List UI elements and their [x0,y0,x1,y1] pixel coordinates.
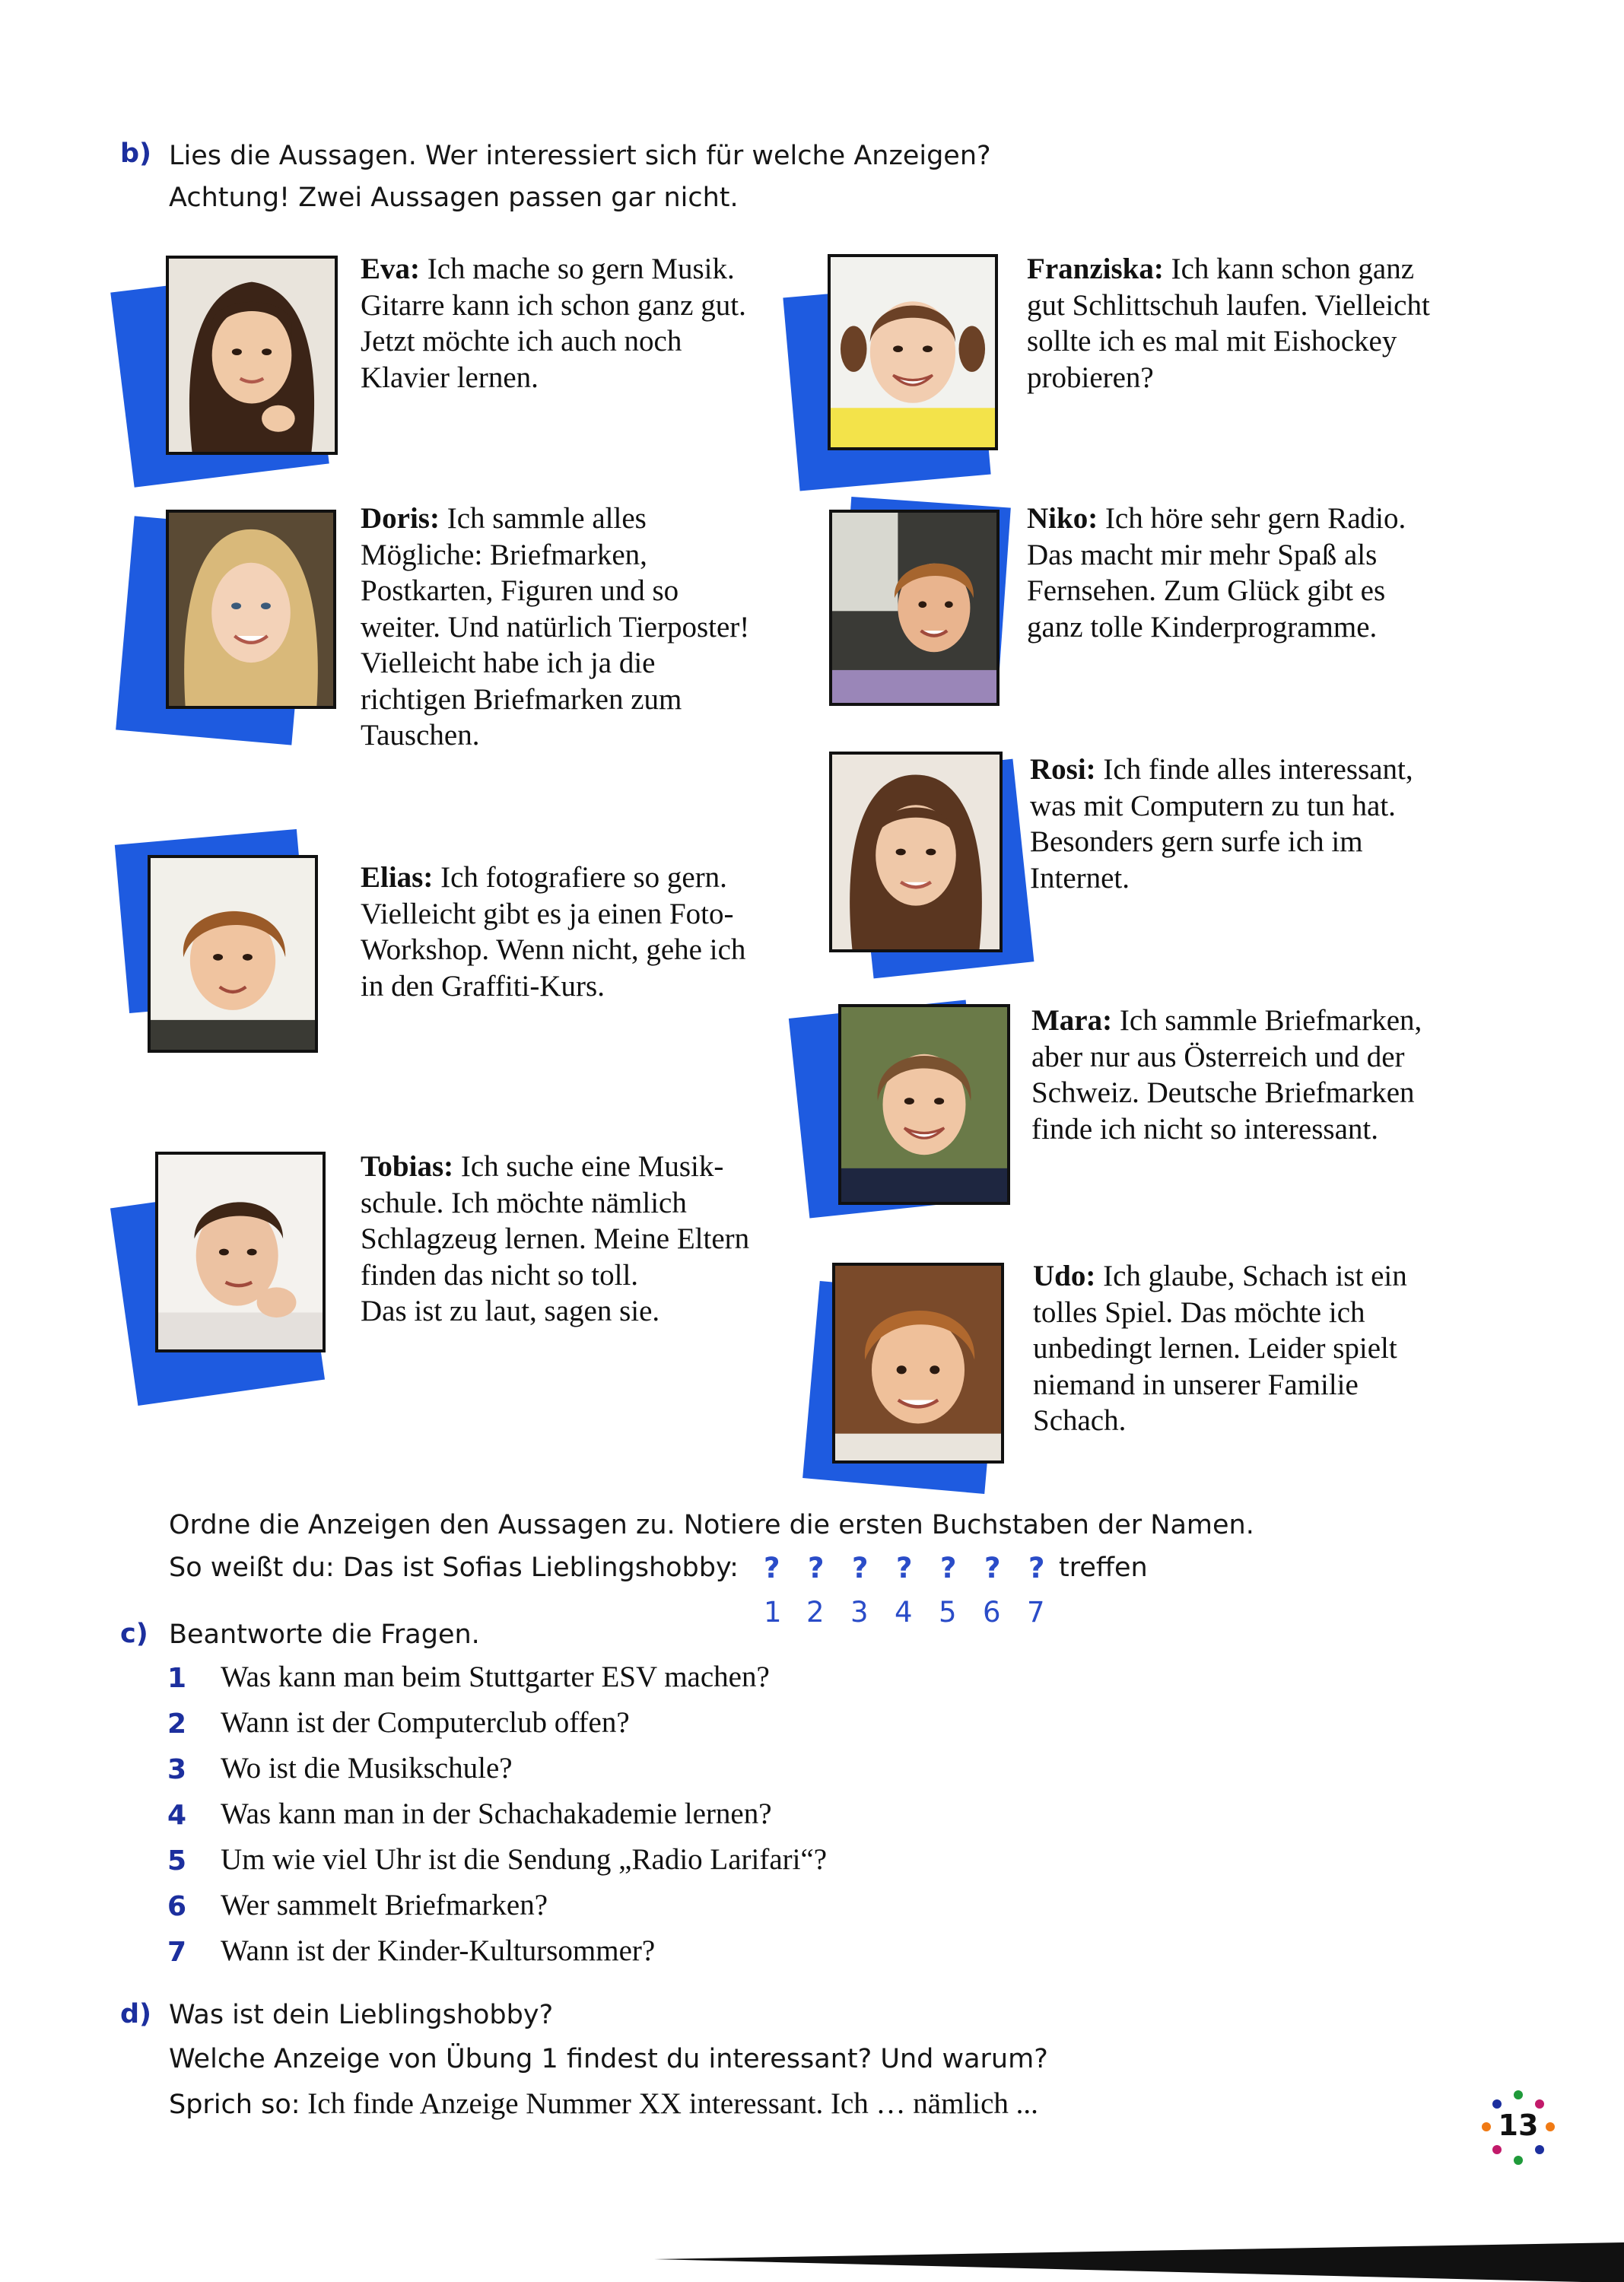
speaker-name: Mara: [1031,1004,1113,1037]
photo-rosi [829,752,1003,952]
answer-mark-1: ? [764,1552,780,1584]
speaker-name: Niko: [1027,502,1098,535]
photo-udo [832,1263,1004,1464]
answer-mark-5: ? [940,1552,957,1584]
speaker-name: Tobias: [361,1150,454,1183]
question-text: Wo ist die Musikschule? [221,1752,513,1785]
statement-udo [1033,1258,1407,1439]
statement-franziska [1027,251,1430,396]
speaker-name: Rosi: [1030,753,1096,786]
statement-line: Ich fotografiere so gern. [440,861,727,894]
statement-line: Ich mache so gern Musik. [427,253,735,285]
statement-mara [1031,1003,1422,1147]
statement-line: in den Graffiti-Kurs. [361,969,605,1003]
answer-number-4: 4 [895,1596,913,1629]
section-d-letter: d) [120,1999,152,2029]
question-text: Wer sammelt Briefmarken? [221,1889,548,1921]
statement-line: Workshop. Wenn nicht, gehe ich [361,933,746,966]
answer-mark-2: ? [808,1552,825,1584]
puzzle-instruction: Ordne die Anzeigen den Aussagen zu. Notiere die ersten Buchstaben der Namen. [169,1510,1254,1540]
statement-line: was mit Computern zu tun hat. [1030,789,1396,822]
statement-line: gut Schlittschuh laufen. Vielleicht [1027,288,1430,322]
section-c-title: Beantworte die Fragen. [169,1619,480,1650]
photo-elias [148,855,318,1053]
answer-mark-6: ? [984,1552,1001,1584]
question-number: 7 [167,1937,187,1968]
statement-line: Jetzt möchte ich auch noch [361,325,682,358]
speaker-name: Franziska: [1027,253,1164,285]
statement-line: Ich kann schon ganz [1171,253,1415,285]
statement-line: Schlagzeug lernen. Meine Eltern [361,1222,750,1255]
question-number: 5 [167,1845,187,1877]
statement-line: Mögliche: Briefmarken, [361,538,647,571]
statement-rosi [1030,752,1413,896]
statement-line: finden das nicht so toll. [361,1258,639,1292]
question-number: 4 [167,1800,187,1831]
statement-line: tolles Spiel. Das möchte ich [1033,1295,1365,1329]
statement-doris [361,501,749,754]
statement-line: Ich sammle alles [447,502,647,535]
statement-line: Postkarten, Figuren und so [361,574,679,607]
statement-line: sollte ich es mal mit Eishockey [1027,325,1397,358]
question-text: Was kann man beim Stuttgarter ESV machen? [221,1661,770,1693]
answer-number-7: 7 [1027,1596,1045,1629]
statement-line: Vielleicht gibt es ja einen Foto- [361,897,734,930]
statement-line: Ich glaube, Schach ist ein [1103,1260,1407,1292]
photo-mara [838,1004,1010,1205]
answer-number-5: 5 [939,1596,957,1629]
question-text: Was kann man in der Schachakademie lernen? [221,1797,772,1830]
photo-franziska [828,254,998,450]
answer-mark-3: ? [852,1552,869,1584]
photo-tobias [155,1152,326,1352]
speaker-name: Eva: [361,253,420,285]
page-number: 13 [1498,2109,1539,2142]
statement-line: Gitarre kann ich schon ganz gut. [361,288,746,322]
section-b-line1: Lies die Aussagen. Wer interessiert sich für welche Anzeigen? [169,141,991,171]
speaker-name: Doris: [361,502,440,535]
statement-line: Ich höre sehr gern Radio. [1098,502,1406,535]
statement-niko [1027,501,1406,645]
statement-line: Besonders gern surfe ich im [1030,825,1363,858]
statement-line: Vielleicht habe ich ja die [361,647,656,679]
question-number: 1 [167,1663,187,1694]
speaker-name: Elias: [361,861,434,894]
statement-eva [361,251,746,396]
section-d-line2: Welche Anzeige von Übung 1 findest du interessant? Und warum? [169,2044,1048,2074]
scan-edge-shadow [0,2236,1624,2282]
question-text: Wann ist der Computerclub offen? [221,1706,630,1739]
statement-line: Schach. [1033,1404,1127,1437]
question-text: Wann ist der Kinder-Kultursommer? [221,1934,656,1967]
statement-line: weiter. Und natürlich Tierposter! [361,610,750,644]
statement-line: Tauschen. [361,719,480,752]
statement-line: finde ich nicht so interessant. [1031,1112,1378,1146]
statement-line: unbedingt lernen. Leider spielt [1033,1332,1397,1365]
answer-mark-7: ? [1028,1552,1045,1584]
statement-line: Fernsehen. Zum Glück gibt es [1027,574,1386,607]
puzzle-suffix: treffen [1059,1553,1148,1583]
statement-elias [361,860,745,1004]
answer-number-2: 2 [806,1596,825,1629]
answer-number-3: 3 [850,1596,869,1629]
answer-mark-4: ? [896,1552,913,1584]
puzzle-prefix: So weißt du: Das ist Sofias Lieblingshobby: [169,1553,739,1583]
statement-line: niemand in unserer Familie [1033,1368,1359,1401]
section-d-line3-prefix: Sprich so: [169,2090,300,2120]
photo-niko [829,510,1000,706]
question-number: 3 [167,1754,187,1785]
answer-number-1: 1 [764,1596,782,1629]
statement-line: Ich finde alles interessant, [1103,753,1413,786]
question-number: 6 [167,1891,187,1922]
question-number: 2 [167,1708,187,1740]
statement-line: Internet. [1030,861,1130,895]
speaker-name: Udo: [1033,1260,1096,1292]
section-b-instruction [169,135,991,219]
section-d-line3-text: Ich finde Anzeige Nummer XX interessant. Ich … nämlich ... [300,2087,1038,2120]
statement-line: ganz tolle Kinderprogramme. [1027,610,1378,644]
photo-doris [166,510,336,709]
section-c-letter: c) [120,1619,148,1649]
statement-line: Das ist zu laut, sagen sie. [361,1295,660,1327]
section-b-letter: b) [120,138,152,169]
statement-line: Schweiz. Deutsche Briefmarken [1031,1076,1415,1109]
statement-tobias [361,1149,749,1330]
section-d-line1: Was ist dein Lieblingshobby? [169,2000,554,2030]
statement-line: Ich sammle Briefmarken, [1119,1004,1422,1037]
section-b-line2: Achtung! Zwei Aussagen passen gar nicht. [169,183,739,213]
statement-line: richtigen Briefmarken zum [361,682,682,716]
answer-number-6: 6 [983,1596,1001,1629]
statement-line: aber nur aus Österreich und der [1031,1040,1405,1073]
section-d-line3 [169,2083,1038,2131]
question-text: Um wie viel Uhr ist die Sendung „Radio Larifari“? [221,1843,828,1876]
photo-eva [166,256,338,455]
statement-line: probieren? [1027,361,1154,394]
page-number-badge [1480,2090,1556,2166]
statement-line: Klavier lernen. [361,361,539,394]
statement-line: schule. Ich möchte nämlich [361,1186,687,1219]
statement-line: Das macht mir mehr Spaß als [1027,538,1378,571]
statement-line: Ich suche eine Musik- [460,1150,724,1183]
